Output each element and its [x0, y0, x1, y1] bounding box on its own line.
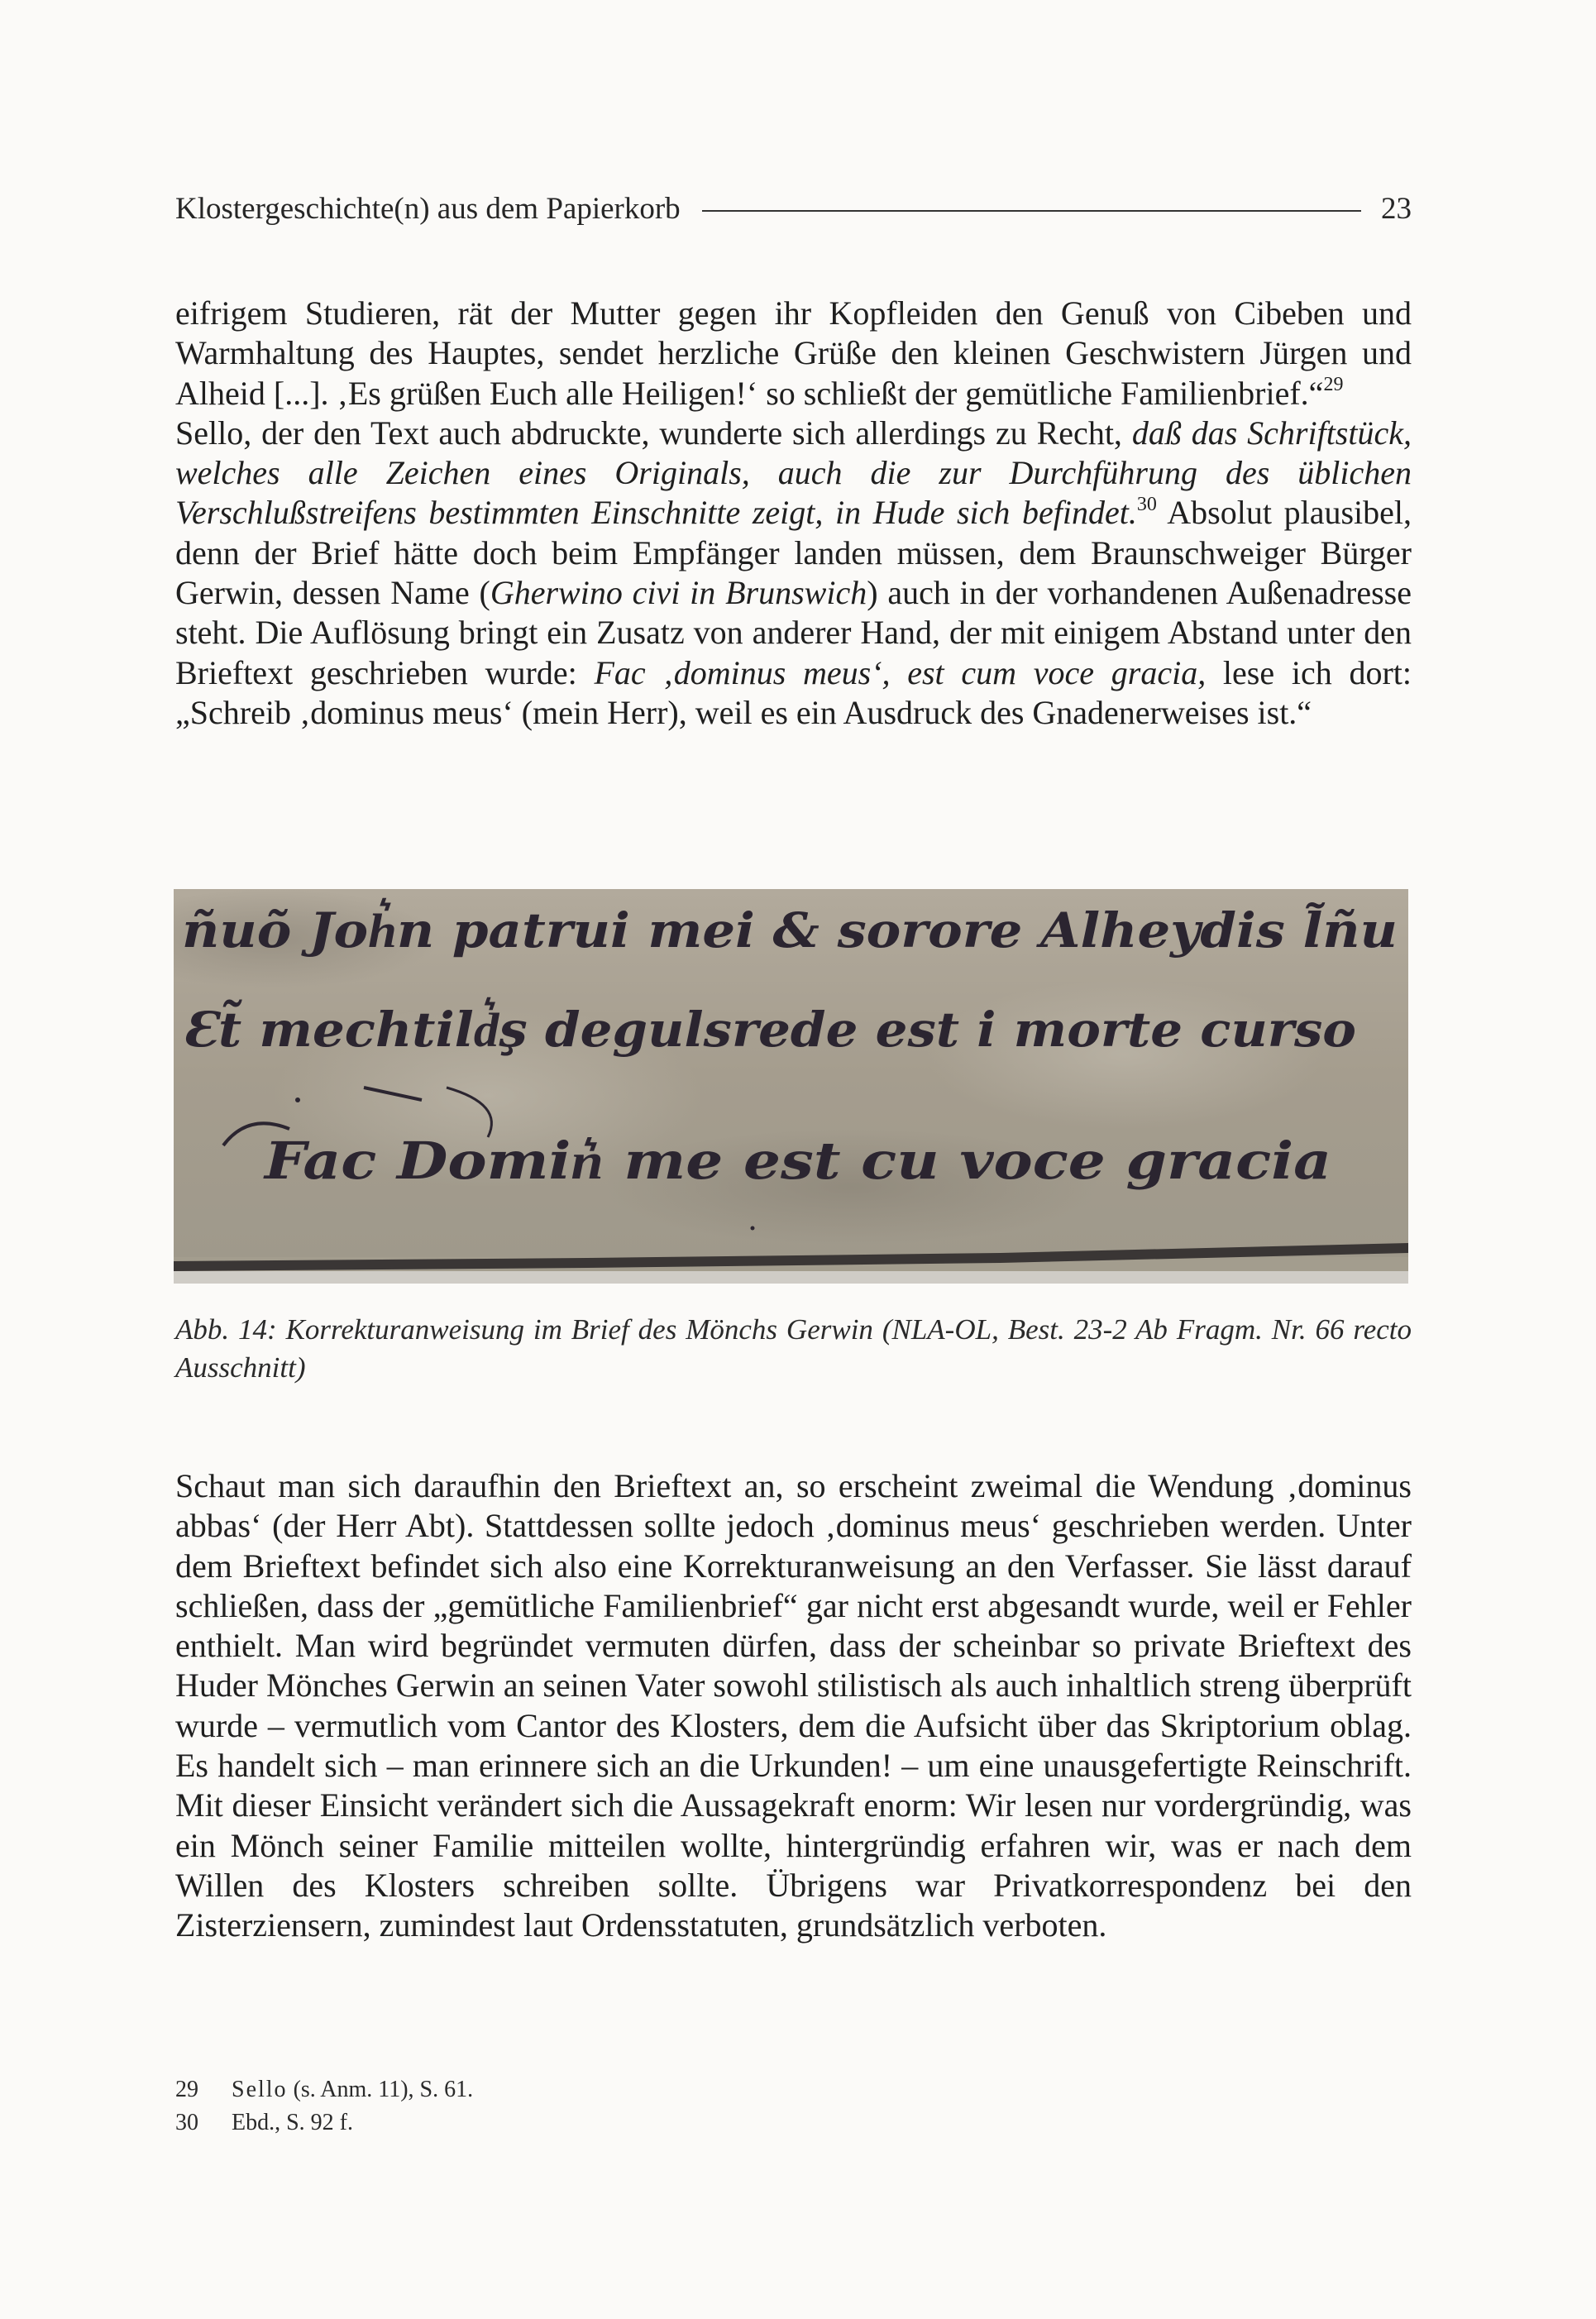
manuscript-line-2: Ɛt̃ mechtild͛ş degulsrede est i morte curso: [182, 1002, 1298, 1058]
manuscript-figure: [174, 889, 1408, 1284]
paragraph-1-text: eifrigem Studieren, rät der Mutter gegen ihr Kopfleiden den Genuß von Cibeben und Warmhaltung des Hauptes, sendet herzliche Grüße den kleinen Geschwistern Jürgen und Alheid [...]. ‚Es grüßen Euch alle Heiligen!‘ so schließt der gemütliche Familienbrief.“: [175, 294, 1412, 412]
header-rule: [702, 210, 1361, 212]
manuscript-image: [174, 889, 1408, 1284]
running-title: Klostergeschichte(n) aus dem Papierkorb: [175, 191, 681, 226]
paragraph-2-text-d: lese ich dort: „Schreib ‚dominus meus‘ (mein Herr), weil es ein Ausdruck des Gnadenerweises ist.“: [175, 653, 1412, 731]
paragraph-2-latin-name: Gherwino civi in Brunswich: [490, 574, 867, 612]
footnote-number: 30: [175, 2110, 198, 2135]
footnote-29: [175, 2073, 1412, 2106]
paragraph-2-text-b: Absolut plausibel, denn der Brief hätte doch beim Empfänger landen müssen, dem Braunschweiger Bürger Gerwin, dessen Name (: [175, 494, 1412, 612]
footnote-text: (s. Anm. 11), S. 61.: [287, 2077, 474, 2102]
paragraph-3: Schaut man sich daraufhin den Brieftext an, so erscheint zweimal die Wendung ‚dominus abbas‘ (der Herr Abt). Stattdessen sollte jedoch ‚dominus meus‘ geschrieben werden. Unter dem Brieftext befindet sich also eine Korrekturanweisung an den Verfasser. Sie lässt darauf schließen, dass der „gemütliche Familienbrief“ gar nicht erst abgesandt wurde, weil er Fehler enthielt. Man wird begründet vermuten dürfen, dass der scheinbar so private Brieftext des Huder Mönches Gerwin an seinen Vater sowohl stilistisch als auch inhaltlich streng überprüft wurde – vermutlich vom Cantor des Klosters, dem die Aufsicht über das Skriptorium oblag. Es handelt sich – man erinnere sich an die Urkunden! – um eine unausgefertigte Reinschrift. Mit dieser Einsicht verändert sich die Aussagekraft enorm: Wir lesen nur vordergründig, was ein Mönch seiner Familie mitteilen wollte, hintergründig erfahren wir, was er nach dem Willen des Klosters schreiben sollte. Übrigens war Privatkorrespondenz bei den Zisterziensern, zumindest laut Ordensstatuten, grundsätzlich verboten.: [175, 1467, 1412, 1944]
page-number: 23: [1381, 191, 1412, 226]
paragraph-1: [175, 294, 1412, 733]
running-head: [175, 184, 1412, 233]
manuscript-line-1: ñuõ Joh͛n patrui mei & sorore Alheydis l̃ñu: [182, 902, 1312, 959]
paragraph-2-text-c: ) auch in der vorhandenen Außenadresse steht. Die Auflösung bringt ein Zusatz von anderer Hand, der mit einigem Abstand unter den Brieftext geschrieben wurde:: [175, 574, 1412, 691]
paragraph-2-quote: daß das Schriftstück, welches alle Zeichen eines Originals, auch die zur Durchführung des üblichen Verschlußstreifens bestimmten Einschnitte zeigt, in Hude sich befindet.: [175, 414, 1412, 532]
figure-caption: Abb. 14: Korrekturanweisung im Brief des Mönchs Gerwin (NLA-OL, Best. 23-2 Ab Fragm. Nr. 66 recto Ausschnitt): [175, 1313, 1412, 1384]
footnote-author: Sello: [232, 2077, 288, 2102]
paragraph-2-latin-instruction: Fac ‚dominus meus‘, est cum voce gracia,: [594, 653, 1207, 691]
manuscript-line-3: Fac Domin͛ me est cu voce gracia: [262, 1131, 1331, 1191]
footnote-text: Ebd., S. 92 f.: [232, 2110, 353, 2135]
footnote-ref-29[interactable]: 29: [1323, 374, 1344, 396]
paragraph-2-text-a: Sello, der den Text auch abdruckte, wunderte sich allerdings zu Recht,: [175, 414, 1132, 452]
footnote-30: [175, 2106, 1412, 2140]
footnote-ref-30[interactable]: 30: [1136, 494, 1157, 516]
footnote-number: 29: [175, 2077, 198, 2102]
footnotes: [175, 2073, 1412, 2140]
